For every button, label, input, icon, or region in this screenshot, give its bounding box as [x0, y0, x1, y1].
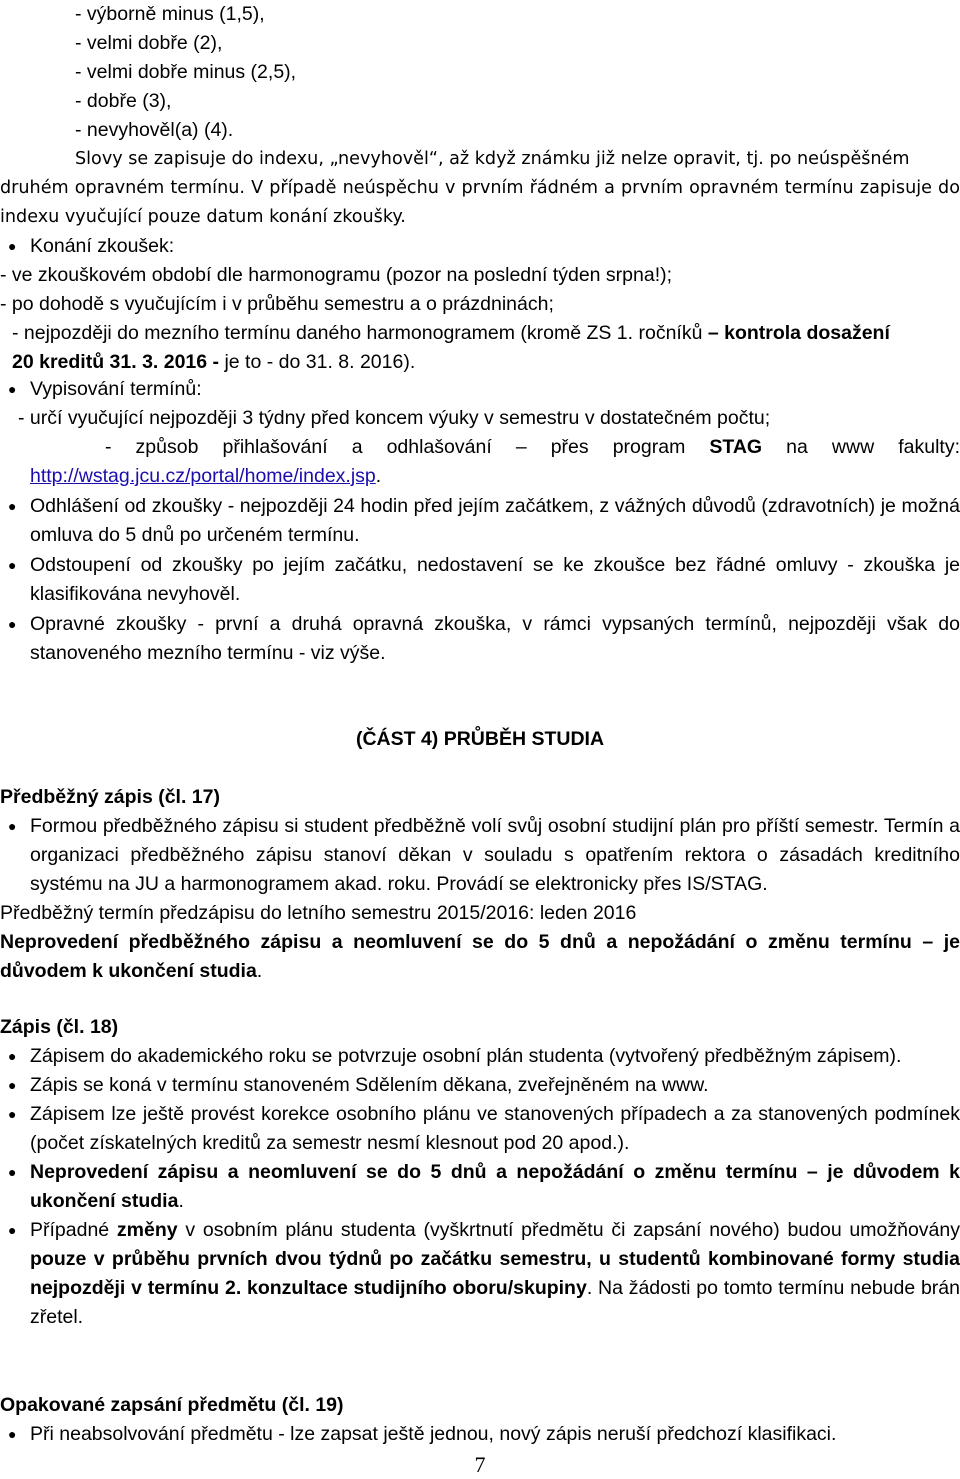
- list-item: [0, 492, 960, 550]
- exams-line2: - po dohodě s vyučujícím i v průběhu semestru a o prázdninách;: [0, 293, 554, 315]
- bullet-icon: ●: [8, 1077, 17, 1093]
- grade-item: - dobře (3),: [75, 90, 172, 112]
- credit-check-deadline: – kontrola dosažení 20 kreditů 31. 3. 2016 -: [12, 322, 890, 373]
- grade-item: - nevyhověl(a) (4).: [75, 119, 234, 141]
- list-item: [0, 1100, 960, 1158]
- list-item-text: Zápisem do akademického roku se potvrzuje osobní plán studenta (vytvořený předběžným zápisem).: [30, 1045, 902, 1067]
- grades-note-rest: druhém opravném termínu. V případě neúspěchu v prvním řádném a prvním opravném termínu zapisuje do indexu vyučující pouze datum konání zkoušky.: [0, 178, 960, 227]
- bullet-icon: ●: [8, 557, 17, 573]
- exams-heading-item: [0, 232, 960, 261]
- list-item-text: Odhlášení od zkoušky - nejpozději 24 hodin před jejím začátkem, z vážných důvodů (zdravotních) je možná omluva do 5 dnů po určeném termínu.: [30, 495, 960, 546]
- stag-label: STAG: [709, 436, 763, 458]
- exams-line1: - ve zkouškovém období dle harmonogramu (pozor na poslední týden srpna!);: [0, 264, 673, 286]
- part-title-wrap: [0, 725, 960, 754]
- grades-note: [0, 145, 960, 232]
- exam-rules-list: [0, 492, 960, 668]
- grade-item: - výborně minus (1,5),: [75, 3, 265, 25]
- grades-list: [0, 0, 960, 145]
- listing-heading-item: [0, 375, 960, 404]
- list-item: [0, 1042, 960, 1071]
- zapis-section: [0, 1013, 960, 1332]
- grade-item: - velmi dobře minus (2,5),: [75, 61, 297, 83]
- listing-section: [0, 375, 960, 491]
- bullet-icon: ●: [8, 616, 17, 632]
- exams-heading: Konání zkoušek:: [30, 235, 175, 257]
- prezapis-term: Předběžný termín předzápisu do letního semestru 2015/2016: leden 2016: [0, 902, 637, 924]
- prezapis-heading: Předběžný zápis (čl. 17): [0, 786, 220, 808]
- list-item-text: Při neabsolvování předmětu - lze zapsat ještě jednou, nový zápis neruší předchozí klasifikaci.: [30, 1423, 837, 1445]
- list-item-text: Zápisem lze ještě provést korekce osobního plánu ve stanovených případech a za stanovených podmínek (počet získatelných kreditů za semestr nesmí klesnout pod 20 apod.).: [30, 1103, 960, 1154]
- list-item-text: Zápis se koná v termínu stanoveném Sdělením děkana, zveřejněném na www.: [30, 1074, 709, 1096]
- listing-heading: Vypisování termínů:: [30, 378, 202, 400]
- bullet-icon: ●: [8, 498, 17, 514]
- list-item-text: Odstoupení od zkoušky po jejím začátku, nedostavení se ke zkoušce bez řádné omluvy - zkouška je klasifikována nevyhověl.: [30, 554, 960, 605]
- list-item: [0, 551, 960, 609]
- stag-portal-link[interactable]: http://wstag.jcu.cz/portal/home/index.jsp: [30, 465, 376, 487]
- part-title: (ČÁST 4) PRŮBĚH STUDIA: [355, 728, 605, 750]
- list-item: [0, 812, 960, 899]
- listing-link-line: http://wstag.jcu.cz/portal/home/index.jsp.: [30, 465, 382, 487]
- list-item: [0, 610, 960, 668]
- exams-section: [0, 232, 960, 377]
- bullet-icon: ●: [8, 1164, 17, 1180]
- list-item: [0, 1216, 960, 1332]
- list-item: [0, 1158, 960, 1216]
- opakovane-heading: Opakované zapsání předmětu (čl. 19): [0, 1394, 344, 1416]
- bullet-icon: ●: [8, 1426, 17, 1442]
- page-number: 7: [474, 1452, 486, 1477]
- bullet-icon: ●: [8, 238, 17, 254]
- list-item-text: Opravné zkoušky - první a druhá opravná zkouška, v rámci vypsaných termínů, nejpozději však do stanoveného mezního termínu - viz výše.: [30, 613, 960, 664]
- bullet-icon: ●: [8, 1106, 17, 1122]
- list-item: [0, 1071, 960, 1100]
- prezapis-warning: Neprovedení předběžného zápisu a neomluvení se do 5 dnů a nepožádání o změnu termínu – je důvodem k ukončení studia.: [0, 931, 960, 982]
- bullet-icon: ●: [8, 818, 17, 834]
- bullet-icon: ●: [8, 381, 17, 397]
- bullet-icon: ●: [8, 1222, 17, 1238]
- list-item-text: Neprovedení zápisu a neomluvení se do 5 dnů a nepožádání o změnu termínu – je důvodem k ukončení studia.: [30, 1161, 960, 1212]
- listing-line2: - způsob přihlašování a odhlašování – přes program STAG na www fakulty:: [105, 436, 960, 458]
- listing-line1: - určí vyučující nejpozději 3 týdny před koncem výuky v semestru v dostatečném počtu;: [18, 407, 771, 429]
- list-item-text: Případné změny v osobním plánu studenta (vyškrtnutí předmětu či zapsání nového) budou umožňovány pouze v průběhu prvních dvou týdnů po začátku semestru, u studentů kombinované formy studia nejpozději v termínu 2. konzultace studijního oboru/skupiny. Na žádosti po tomto termínu nebude brán zřetel.: [30, 1219, 960, 1328]
- list-item-text: Formou předběžného zápisu si student předběžně volí svůj osobní studijní plán pro příští semestr. Termín a organizaci předběžného zápisu stanoví děkan v souladu s opatřením rektora o zásadách kreditního systému na JU a harmonogramem akad. roku. Provádí se elektronicky přes IS/STAG.: [30, 815, 960, 895]
- exams-line3: - nejpozději do mezního termínu daného harmonogramem (kromě ZS 1. ročníků – kontrola dosažení 20 kreditů 31. 3. 2016 - je to - do 31. 8. 2016).: [12, 322, 890, 373]
- prezapis-section: [0, 783, 960, 986]
- bullet-icon: ●: [8, 1048, 17, 1064]
- opakovane-section: [0, 1391, 960, 1449]
- grades-note-line1: Slovy se zapisuje do indexu, „nevyhověl“, až když známku již nelze opravit, tj. po neúspěšném: [75, 149, 910, 169]
- zapis-heading: Zápis (čl. 18): [0, 1016, 119, 1038]
- grade-item: - velmi dobře (2),: [75, 32, 223, 54]
- list-item: [0, 1420, 960, 1449]
